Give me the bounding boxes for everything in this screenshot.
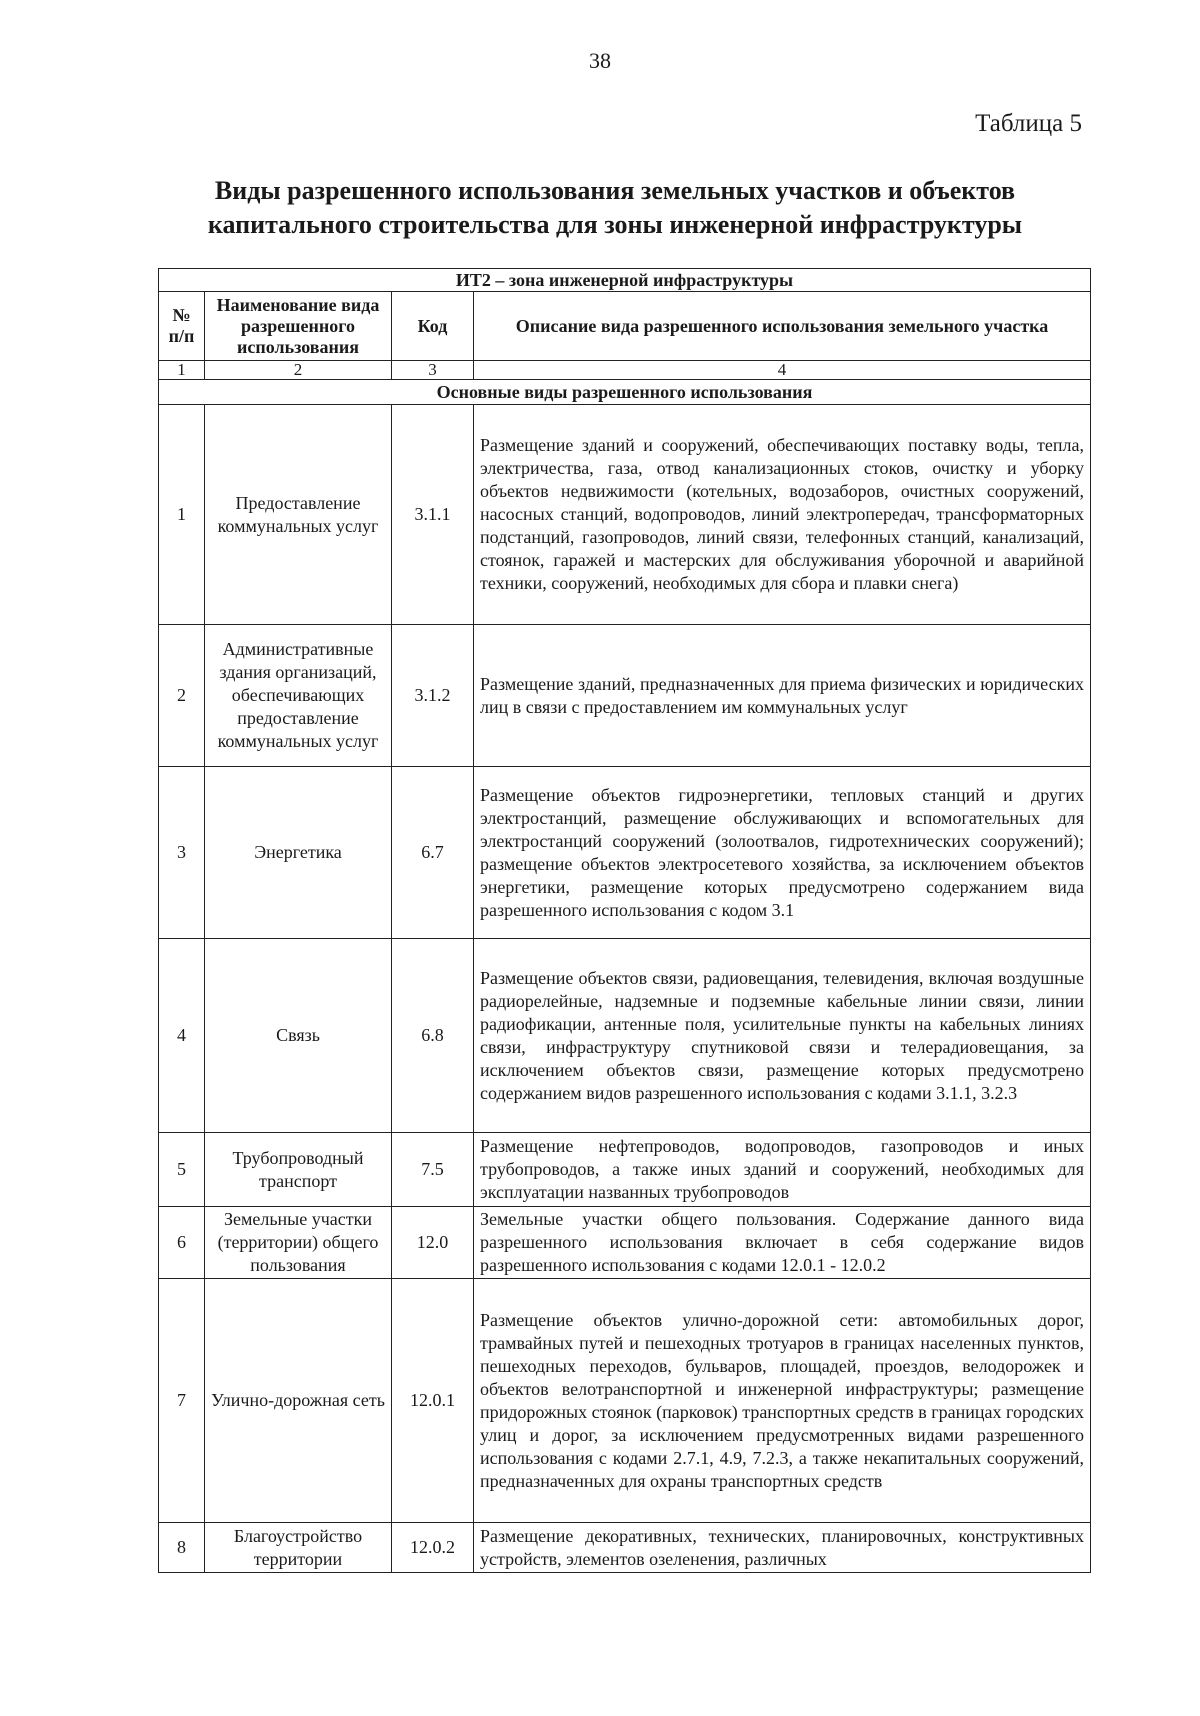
use-code: 3.1.2 — [392, 625, 474, 767]
use-name: Предоставление коммунальных услуг — [205, 405, 392, 625]
use-name: Благоустройство территории — [205, 1523, 392, 1573]
table-row — [159, 767, 1091, 939]
row-number: 4 — [159, 939, 205, 1133]
document-title: Виды разрешенного использования земельных участков и объектов капитального строительства для зоны инженерной инфраструктуры — [207, 176, 1023, 239]
use-description: Размещение декоративных, технических, планировочных, конструктивных устройств, элементов озеленения, различных — [474, 1523, 1091, 1573]
table-label: Таблица 5 — [975, 110, 1082, 137]
use-name: Улично-дорожная сеть — [205, 1279, 392, 1523]
table-row — [159, 405, 1091, 625]
use-name: Административные здания организаций, обеспечивающих предоставление коммунальных услуг — [205, 625, 392, 767]
table-row — [159, 625, 1091, 767]
column-header-num: № п/п — [159, 292, 205, 361]
row-number: 5 — [159, 1133, 205, 1207]
use-code: 6.7 — [392, 767, 474, 939]
use-name: Земельные участки (территории) общего пользования — [205, 1207, 392, 1279]
column-number: 2 — [205, 361, 392, 380]
land-use-table — [158, 268, 1091, 1573]
use-description: Размещение объектов гидроэнергетики, тепловых станций и других электростанций, размещение обслуживающих и вспомогательных для электростанций сооружений (золоотвалов, гидротехнических сооружений); размещение объектов электросетевого хозяйства, за исключением объектов энергетики, размещение которых предусмотрено содержанием вида разрешенного использования с кодом 3.1 — [474, 767, 1091, 939]
row-number: 6 — [159, 1207, 205, 1279]
row-number: 1 — [159, 405, 205, 625]
section-title: Основные виды разрешенного использования — [159, 380, 1091, 405]
use-code: 3.1.1 — [392, 405, 474, 625]
use-code: 6.8 — [392, 939, 474, 1133]
use-code: 7.5 — [392, 1133, 474, 1207]
row-number: 3 — [159, 767, 205, 939]
table-row — [159, 939, 1091, 1133]
row-number: 2 — [159, 625, 205, 767]
use-description: Размещение объектов улично-дорожной сети: автомобильных дорог, трамвайных путей и пешеходных тротуаров в границах населенных пунктов, пешеходных переходов, бульваров, площадей, проездов, велодорожек и объектов велотранспортной и инженерной инфраструктуры; размещение придорожных стоянок (парковок) транспортных средств в границах городских улиц и дорог, за исключением предусмотренных видами разрешенного использования с кодами 2.7.1, 4.9, 7.2.3, а также некапитальных сооружений, предназначенных для охраны транспортных средств — [474, 1279, 1091, 1523]
use-description: Размещение объектов связи, радиовещания, телевидения, включая воздушные радиорелейные, надземные и подземные кабельные линии связи, линии радиофикации, антенные поля, усилительные пункты на кабельных линиях связи, инфраструктуру спутниковой связи и телерадиовещания, за исключением объектов связи, размещение которых предусмотрено содержанием видов разрешенного использования с кодами 3.1.1, 3.2.3 — [474, 939, 1091, 1133]
use-name: Энергетика — [205, 767, 392, 939]
use-name: Связь — [205, 939, 392, 1133]
column-header-name: Наименование вида разрешенного использования — [205, 292, 392, 361]
column-header-code: Код — [392, 292, 474, 361]
table-row — [159, 1279, 1091, 1523]
table-row — [159, 1207, 1091, 1279]
section-row — [159, 380, 1091, 405]
row-number: 8 — [159, 1523, 205, 1573]
column-number: 3 — [392, 361, 474, 380]
use-code: 12.0.1 — [392, 1279, 474, 1523]
use-code: 12.0.2 — [392, 1523, 474, 1573]
column-header-row — [159, 292, 1091, 361]
use-description: Земельные участки общего пользования. Содержание данного вида разрешенного использования включает в себя содержание видов разрешенного использования с кодами 12.0.1 - 12.0.2 — [474, 1207, 1091, 1279]
zone-header: ИТ2 – зона инженерной инфраструктуры — [159, 269, 1091, 292]
page-number: 38 — [589, 48, 611, 73]
table-row — [159, 1133, 1091, 1207]
column-number: 4 — [474, 361, 1091, 380]
zone-header-row — [159, 269, 1091, 292]
table-row — [159, 1523, 1091, 1573]
use-name: Трубопроводный транспорт — [205, 1133, 392, 1207]
column-number-row — [159, 361, 1091, 380]
row-number: 7 — [159, 1279, 205, 1523]
column-header-description: Описание вида разрешенного использования земельного участка — [474, 292, 1091, 361]
use-description: Размещение зданий и сооружений, обеспечивающих поставку воды, тепла, электричества, газа, отвод канализационных стоков, очистку и уборку объектов недвижимости (котельных, водозаборов, очистных сооружений, насосных станций, водопроводов, линий электропередач, трансформаторных подстанций, газопроводов, линий связи, телефонных станций, канализаций, стоянок, гаражей и мастерских для обслуживания уборочной и аварийной техники, сооружений, необходимых для сбора и плавки снега) — [474, 405, 1091, 625]
column-number: 1 — [159, 361, 205, 380]
use-description: Размещение нефтепроводов, водопроводов, газопроводов и иных трубопроводов, а также иных зданий и сооружений, необходимых для эксплуатации названных трубопроводов — [474, 1133, 1091, 1207]
use-code: 12.0 — [392, 1207, 474, 1279]
use-description: Размещение зданий, предназначенных для приема физических и юридических лиц в связи с предоставлением им коммунальных услуг — [474, 625, 1091, 767]
